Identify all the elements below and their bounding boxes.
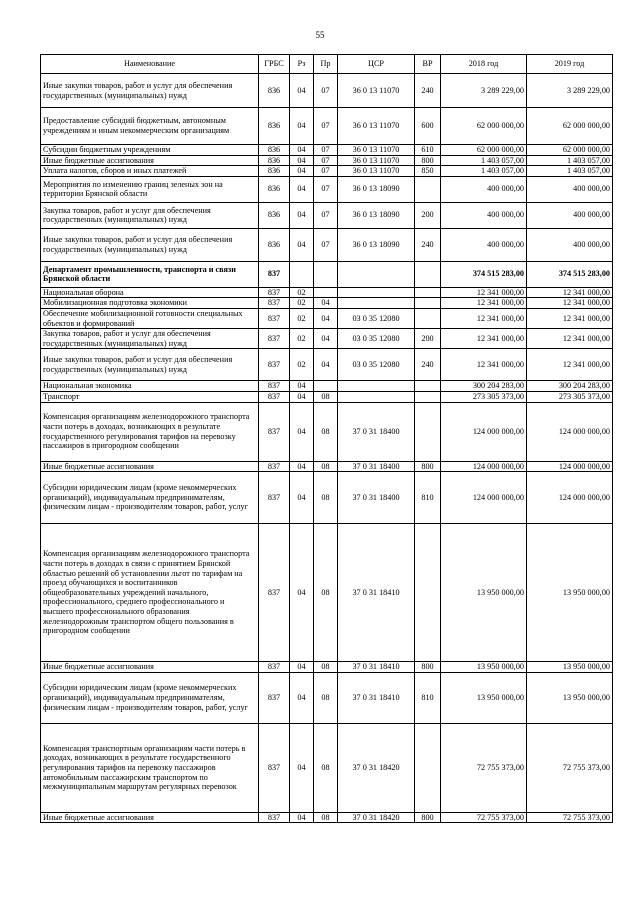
row-name: Субсидии бюджетным учреждениям <box>41 145 259 156</box>
row-name: Департамент промышленности, транспорта и связи Брянской области <box>41 261 259 287</box>
row-rz: 04 <box>290 381 314 392</box>
row-csr: 03 0 35 12080 <box>338 308 415 328</box>
row-grbs: 837 <box>259 662 290 673</box>
row-pr: 07 <box>314 145 338 156</box>
row-rz: 04 <box>290 391 314 402</box>
row-grbs: 837 <box>259 391 290 402</box>
row-amount-2019: 400 000,00 <box>527 228 613 261</box>
table-row <box>41 176 613 202</box>
row-amount-2019: 72 755 373,00 <box>527 723 613 812</box>
table-row <box>41 723 613 812</box>
row-rz: 02 <box>290 308 314 328</box>
table-row <box>41 381 613 392</box>
row-amount-2018: 62 000 000,00 <box>441 108 527 145</box>
row-amount-2019: 13 950 000,00 <box>527 662 613 673</box>
row-csr: 37 0 31 18420 <box>338 723 415 812</box>
row-amount-2018: 1 403 057,00 <box>441 166 527 177</box>
table-row <box>41 524 613 662</box>
row-pr: 04 <box>314 329 338 349</box>
row-name: Иные бюджетные ассигнования <box>41 662 259 673</box>
row-csr <box>338 381 415 392</box>
row-name: Иные бюджетные ассигнования <box>41 812 259 823</box>
row-vr <box>415 287 441 298</box>
row-pr: 04 <box>314 298 338 309</box>
row-name: Иные закупки товаров, работ и услуг для обеспечения государственных (муниципальных) нужд <box>41 228 259 261</box>
table-row <box>41 155 613 166</box>
row-name: Компенсация организациям железнодорожного транспорта части потерь в доходах, возникающих в результате государственного регулирования тарифов на перевозку пассажиров в пригородном сообщении <box>41 402 259 461</box>
row-name: Национальная экономика <box>41 381 259 392</box>
table-row <box>41 145 613 156</box>
row-vr: 850 <box>415 166 441 177</box>
row-vr: 240 <box>415 228 441 261</box>
row-amount-2019: 1 403 057,00 <box>527 155 613 166</box>
row-amount-2018: 400 000,00 <box>441 176 527 202</box>
row-grbs: 836 <box>259 145 290 156</box>
row-amount-2018: 124 000 000,00 <box>441 461 527 472</box>
row-csr: 36 0 13 11070 <box>338 145 415 156</box>
row-name: Субсидии юридическим лицам (кроме некоммерческих организаций), индивидуальным предпринимателям, физическим лицам - производителям товаров, работ, услуг <box>41 672 259 723</box>
row-rz <box>290 261 314 287</box>
row-vr <box>415 176 441 202</box>
row-name: Иные закупки товаров, работ и услуг для обеспечения государственных (муниципальных) нужд <box>41 349 259 381</box>
row-grbs: 837 <box>259 298 290 309</box>
row-grbs: 837 <box>259 672 290 723</box>
row-pr: 08 <box>314 461 338 472</box>
row-csr: 03 0 35 12080 <box>338 329 415 349</box>
row-grbs: 837 <box>259 349 290 381</box>
row-amount-2018: 1 403 057,00 <box>441 155 527 166</box>
table-row <box>41 391 613 402</box>
row-vr: 800 <box>415 662 441 673</box>
row-amount-2018: 300 204 283,00 <box>441 381 527 392</box>
row-name: Компенсация транспортным организациям части потерь в доходах, возникающих в результате государственного регулирования тарифов на перевозку пассажиров автомобильным пассажирским транспортом по межмуниципальным маршрутам регулярных перевозок <box>41 723 259 812</box>
row-amount-2018: 400 000,00 <box>441 228 527 261</box>
row-grbs: 837 <box>259 524 290 662</box>
row-rz: 04 <box>290 166 314 177</box>
row-amount-2018: 12 341 000,00 <box>441 308 527 328</box>
row-vr: 610 <box>415 145 441 156</box>
header-rz: Рз <box>290 55 314 74</box>
row-amount-2019: 124 000 000,00 <box>527 461 613 472</box>
row-pr: 07 <box>314 155 338 166</box>
row-amount-2019: 124 000 000,00 <box>527 472 613 524</box>
row-amount-2018: 62 000 000,00 <box>441 145 527 156</box>
header-vr: ВР <box>415 55 441 74</box>
row-name: Уплата налогов, сборов и иных платежей <box>41 166 259 177</box>
page-number: 55 <box>315 30 325 40</box>
row-vr <box>415 402 441 461</box>
row-vr <box>415 524 441 662</box>
row-csr: 37 0 31 18410 <box>338 524 415 662</box>
row-amount-2018: 72 755 373,00 <box>441 812 527 823</box>
row-vr: 800 <box>415 155 441 166</box>
row-grbs: 836 <box>259 155 290 166</box>
row-pr: 08 <box>314 662 338 673</box>
row-name: Компенсация организациям железнодорожного транспорта части потерь в доходах в связи с принятием Брянской областью решений об установлении льгот по тарифам на проезд обучающихся и воспитанников общеобразовательных учреждений начального, профессионального, среднего профессионального и высшего профессионального образования железнодорожным транспортом общего пользования в пригородном сообщении <box>41 524 259 662</box>
row-rz: 02 <box>290 349 314 381</box>
row-amount-2018: 72 755 373,00 <box>441 723 527 812</box>
row-grbs: 837 <box>259 287 290 298</box>
row-csr <box>338 261 415 287</box>
row-amount-2019: 1 403 057,00 <box>527 166 613 177</box>
row-amount-2019: 62 000 000,00 <box>527 145 613 156</box>
row-pr: 07 <box>314 202 338 228</box>
row-csr: 36 0 13 18090 <box>338 228 415 261</box>
row-pr: 07 <box>314 176 338 202</box>
row-pr: 04 <box>314 349 338 381</box>
row-name: Национальная оборона <box>41 287 259 298</box>
row-amount-2019: 273 305 373,00 <box>527 391 613 402</box>
row-csr: 37 0 31 18400 <box>338 461 415 472</box>
budget-table <box>40 54 613 823</box>
row-rz: 04 <box>290 672 314 723</box>
row-vr: 600 <box>415 108 441 145</box>
table-row <box>41 672 613 723</box>
row-amount-2019: 374 515 283,00 <box>527 261 613 287</box>
row-amount-2018: 124 000 000,00 <box>441 472 527 524</box>
row-amount-2018: 273 305 373,00 <box>441 391 527 402</box>
row-csr: 37 0 31 18400 <box>338 402 415 461</box>
row-amount-2019: 72 755 373,00 <box>527 812 613 823</box>
row-rz: 04 <box>290 108 314 145</box>
row-pr: 07 <box>314 74 338 108</box>
row-vr <box>415 308 441 328</box>
row-csr <box>338 298 415 309</box>
row-vr: 240 <box>415 349 441 381</box>
row-csr: 36 0 13 11070 <box>338 108 415 145</box>
table-row <box>41 349 613 381</box>
row-vr: 810 <box>415 472 441 524</box>
row-csr <box>338 391 415 402</box>
row-vr <box>415 261 441 287</box>
row-amount-2018: 12 341 000,00 <box>441 287 527 298</box>
row-amount-2018: 13 950 000,00 <box>441 672 527 723</box>
table-row <box>41 402 613 461</box>
table-row <box>41 166 613 177</box>
table-row <box>41 329 613 349</box>
row-amount-2019: 124 000 000,00 <box>527 402 613 461</box>
row-amount-2019: 12 341 000,00 <box>527 349 613 381</box>
row-amount-2019: 62 000 000,00 <box>527 108 613 145</box>
row-grbs: 836 <box>259 166 290 177</box>
row-grbs: 837 <box>259 461 290 472</box>
row-amount-2019: 12 341 000,00 <box>527 329 613 349</box>
row-pr: 04 <box>314 308 338 328</box>
row-amount-2018: 374 515 283,00 <box>441 261 527 287</box>
row-name: Закупка товаров, работ и услуг для обеспечения государственных (муниципальных) нужд <box>41 202 259 228</box>
row-amount-2018: 124 000 000,00 <box>441 402 527 461</box>
row-vr <box>415 391 441 402</box>
row-amount-2018: 3 289 229,00 <box>441 74 527 108</box>
row-rz: 04 <box>290 228 314 261</box>
row-grbs: 837 <box>259 381 290 392</box>
row-pr <box>314 287 338 298</box>
row-name: Иные закупки товаров, работ и услуг для обеспечения государственных (муниципальных) нужд <box>41 74 259 108</box>
row-pr: 08 <box>314 812 338 823</box>
row-grbs: 837 <box>259 812 290 823</box>
row-csr: 03 0 35 12080 <box>338 349 415 381</box>
table-row <box>41 228 613 261</box>
row-grbs: 836 <box>259 202 290 228</box>
row-pr: 08 <box>314 472 338 524</box>
row-rz: 04 <box>290 402 314 461</box>
row-name: Закупка товаров, работ и услуг для обеспечения государственных (муниципальных) нужд <box>41 329 259 349</box>
row-name: Обеспечение мобилизационной готовности специальных объектов и формирований <box>41 308 259 328</box>
row-rz: 04 <box>290 472 314 524</box>
row-pr <box>314 261 338 287</box>
row-grbs: 837 <box>259 472 290 524</box>
table-row <box>41 298 613 309</box>
row-amount-2019: 12 341 000,00 <box>527 308 613 328</box>
header-grbs: ГРБС <box>259 55 290 74</box>
row-pr <box>314 381 338 392</box>
row-csr: 36 0 13 11070 <box>338 166 415 177</box>
row-rz: 04 <box>290 723 314 812</box>
row-rz: 02 <box>290 329 314 349</box>
row-amount-2018: 12 341 000,00 <box>441 298 527 309</box>
table-row <box>41 472 613 524</box>
table-row <box>41 461 613 472</box>
row-pr: 07 <box>314 166 338 177</box>
header-2018: 2018 год <box>441 55 527 74</box>
row-grbs: 837 <box>259 308 290 328</box>
row-rz: 04 <box>290 176 314 202</box>
row-vr: 240 <box>415 74 441 108</box>
row-vr: 800 <box>415 812 441 823</box>
header-pr: Пр <box>314 55 338 74</box>
row-amount-2019: 400 000,00 <box>527 176 613 202</box>
header-csr: ЦСР <box>338 55 415 74</box>
row-name: Транспорт <box>41 391 259 402</box>
row-csr <box>338 287 415 298</box>
row-vr <box>415 723 441 812</box>
table-row <box>41 812 613 823</box>
row-pr: 08 <box>314 524 338 662</box>
row-amount-2018: 12 341 000,00 <box>441 329 527 349</box>
row-rz: 04 <box>290 155 314 166</box>
row-name: Предоставление субсидий бюджетным, автономным учреждениям и иным некоммерческим организациям <box>41 108 259 145</box>
row-amount-2018: 13 950 000,00 <box>441 662 527 673</box>
row-vr: 200 <box>415 329 441 349</box>
row-rz: 04 <box>290 662 314 673</box>
row-csr: 37 0 31 18410 <box>338 672 415 723</box>
row-vr <box>415 298 441 309</box>
table-row <box>41 202 613 228</box>
row-grbs: 836 <box>259 74 290 108</box>
row-csr: 36 0 13 11070 <box>338 155 415 166</box>
row-amount-2019: 400 000,00 <box>527 202 613 228</box>
row-amount-2019: 12 341 000,00 <box>527 287 613 298</box>
table-row <box>41 108 613 145</box>
row-grbs: 837 <box>259 329 290 349</box>
row-rz: 02 <box>290 287 314 298</box>
row-vr <box>415 381 441 392</box>
table-row <box>41 308 613 328</box>
row-amount-2018: 12 341 000,00 <box>441 349 527 381</box>
row-amount-2019: 12 341 000,00 <box>527 298 613 309</box>
row-rz: 04 <box>290 74 314 108</box>
row-grbs: 836 <box>259 108 290 145</box>
row-amount-2019: 13 950 000,00 <box>527 524 613 662</box>
row-name: Субсидии юридическим лицам (кроме некоммерческих организаций), индивидуальным предпринимателям, физическим лицам - производителям товаров, работ, услуг <box>41 472 259 524</box>
row-csr: 36 0 13 18090 <box>338 176 415 202</box>
row-name: Мобилизационная подготовка экономики <box>41 298 259 309</box>
table-body <box>41 74 613 823</box>
row-rz: 04 <box>290 524 314 662</box>
row-amount-2019: 300 204 283,00 <box>527 381 613 392</box>
row-rz: 04 <box>290 812 314 823</box>
row-csr: 37 0 31 18410 <box>338 662 415 673</box>
row-vr: 800 <box>415 461 441 472</box>
row-pr: 08 <box>314 672 338 723</box>
row-name: Мероприятия по изменению границ зеленых зон на территории Брянской области <box>41 176 259 202</box>
table-header-row <box>41 55 613 74</box>
row-name: Иные бюджетные ассигнования <box>41 461 259 472</box>
row-name: Иные бюджетные ассигнования <box>41 155 259 166</box>
row-grbs: 837 <box>259 261 290 287</box>
row-pr: 07 <box>314 108 338 145</box>
row-rz: 02 <box>290 298 314 309</box>
row-csr: 37 0 31 18400 <box>338 472 415 524</box>
row-grbs: 837 <box>259 402 290 461</box>
row-pr: 08 <box>314 391 338 402</box>
row-amount-2018: 400 000,00 <box>441 202 527 228</box>
row-rz: 04 <box>290 461 314 472</box>
table-row <box>41 261 613 287</box>
row-csr: 36 0 13 11070 <box>338 74 415 108</box>
row-pr: 08 <box>314 723 338 812</box>
row-grbs: 836 <box>259 176 290 202</box>
row-grbs: 837 <box>259 723 290 812</box>
row-pr: 08 <box>314 402 338 461</box>
header-2019: 2019 год <box>527 55 613 74</box>
row-amount-2019: 3 289 229,00 <box>527 74 613 108</box>
row-rz: 04 <box>290 202 314 228</box>
row-pr: 07 <box>314 228 338 261</box>
row-csr: 37 0 31 18420 <box>338 812 415 823</box>
table-row <box>41 287 613 298</box>
row-amount-2018: 13 950 000,00 <box>441 524 527 662</box>
row-rz: 04 <box>290 145 314 156</box>
table-row <box>41 662 613 673</box>
table-row <box>41 74 613 108</box>
header-name: Наименование <box>41 55 259 74</box>
row-vr: 200 <box>415 202 441 228</box>
row-vr: 810 <box>415 672 441 723</box>
row-csr: 36 0 13 18090 <box>338 202 415 228</box>
row-amount-2019: 13 950 000,00 <box>527 672 613 723</box>
row-grbs: 836 <box>259 228 290 261</box>
